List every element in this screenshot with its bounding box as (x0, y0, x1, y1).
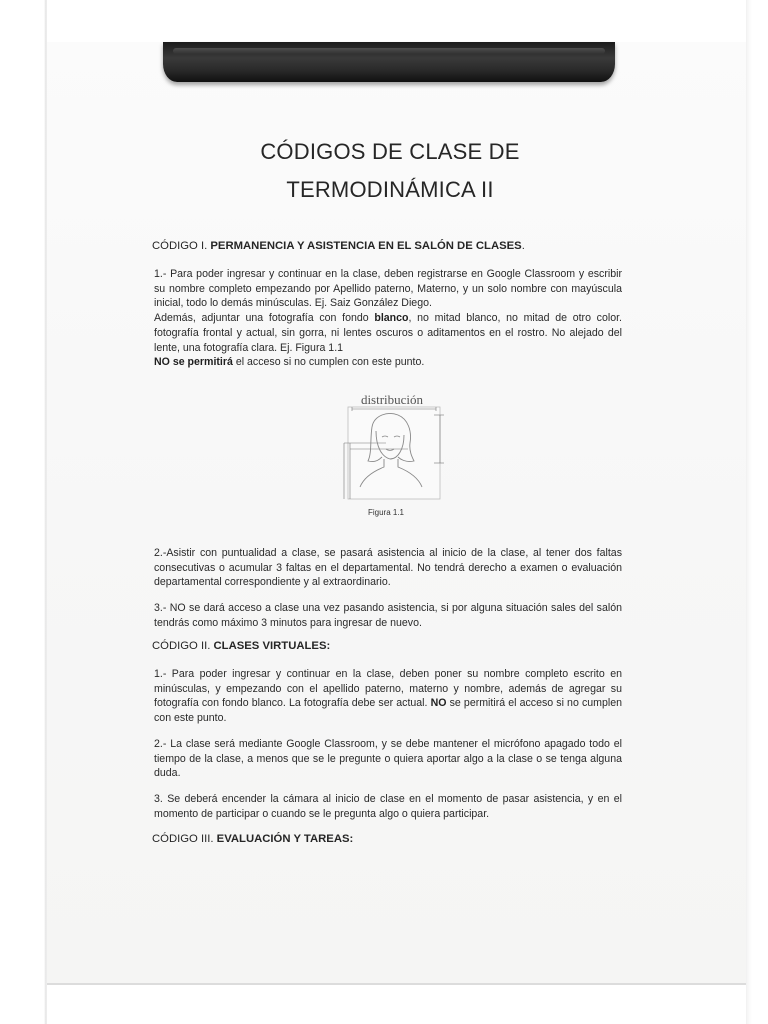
codigo-1-heading (152, 240, 525, 252)
codigo-1-title-end: . (521, 240, 525, 252)
codigo-3-heading (152, 833, 353, 845)
page-edge-left (0, 0, 47, 1024)
codigo-1-p1-registration: 1.- Para poder ingresar y continuar en la clase, deben registrarse en Google Classroom y escribir su nombre completo empezando por Apellido paterno, Materno, y un solo nombre con mayúscula inicial, todo lo demás minúsculas. Ej. Saiz González Diego. (154, 268, 622, 310)
figure-photo-distribution (330, 387, 450, 505)
portrait-diagram (330, 387, 450, 505)
codigo-3-title: EVALUACIÓN Y TAREAS: (216, 833, 354, 845)
document-title-line2: TERMODINÁMICA II (286, 177, 494, 202)
page-bottom-edge (47, 983, 746, 985)
codigo-2-p1-post: se permitirá el acceso si no cumplen con este punto. (154, 697, 622, 725)
codigo-1-paragraph-2: 2.-Asistir con puntualidad a clase, se pasará asistencia al inicio de la clase, al tener dos faltas consecutivas o acumular 3 faltas en el departamental. No tendrá derecho a examen o evaluación departamental correspondiente y al extraordinario. (154, 547, 622, 589)
codigo-2-p1-bold: NO (430, 697, 447, 710)
document-title-line1: CÓDIGOS DE CLASE DE (260, 139, 520, 164)
page-edge-right (746, 0, 768, 1024)
codigo-1-p1-photo-bold: blanco (374, 312, 409, 325)
codigo-1-p1-photo-pre: Además, adjuntar una fotografía con fondo (154, 312, 375, 325)
figure-caption: Figura 1.1 (367, 508, 405, 517)
codigo-3-label: CÓDIGO III. (152, 833, 217, 845)
codigo-1-p1-warning-bold: NO se permitirá (154, 356, 233, 369)
codigo-2-paragraph-2: 2.- La clase será mediante Google Classroom, y se debe mantener el micrófono apagado todo el tiempo de la clase, a menos que se le pregunte o quiera aportar algo a la clase o se tenga alguna duda. (154, 738, 622, 780)
codigo-1-p1-warning-post: el acceso si no cumplen con este punto. (232, 356, 425, 369)
codigo-1-paragraph-1 (154, 267, 622, 370)
figure-label-distribucion: distribución (360, 392, 424, 407)
codigo-1-label: CÓDIGO I. (152, 240, 211, 252)
codigo-2-paragraph-1 (154, 667, 622, 726)
codigo-1-title: PERMANENCIA Y ASISTENCIA EN EL SALÓN DE CLASES (210, 240, 522, 252)
codigo-2-title: CLASES VIRTUALES: (213, 640, 331, 652)
codigo-1-paragraph-3: 3.- NO se dará acceso a clase una vez pasando asistencia, si por alguna situación sales del salón tendrás como máximo 3 minutos para ingresar de nuevo. (154, 602, 622, 629)
codigo-2-label: CÓDIGO II. (152, 640, 214, 652)
codigo-2-heading (152, 640, 330, 652)
codigo-2-paragraph-3: 3. Se deberá encender la cámara al inicio de clase en el momento de pasar asistencia, y en el momento de participar o cuando se le pregunta algo o quiera participar. (154, 793, 622, 820)
codigo-2-p1-pre: 1.- Para poder ingresar y continuar en la clase, deben poner su nombre completo escrito en minúsculas, y empezando con el apellido paterno, materno y nombre, además de agregar su fotografía con fondo blanco. La fotografía debe ser actual. (154, 668, 622, 710)
codigo-1-p1-photo-post: , no mitad blanco, no mitad de otro color. fotografía frontal y actual, sin gorra, ni lentes oscuros o aditamentos en el rostro. No alejado del lente, una fotografía clara. Ej. Figura 1.1 (154, 312, 622, 354)
clipboard-clip (163, 42, 615, 82)
